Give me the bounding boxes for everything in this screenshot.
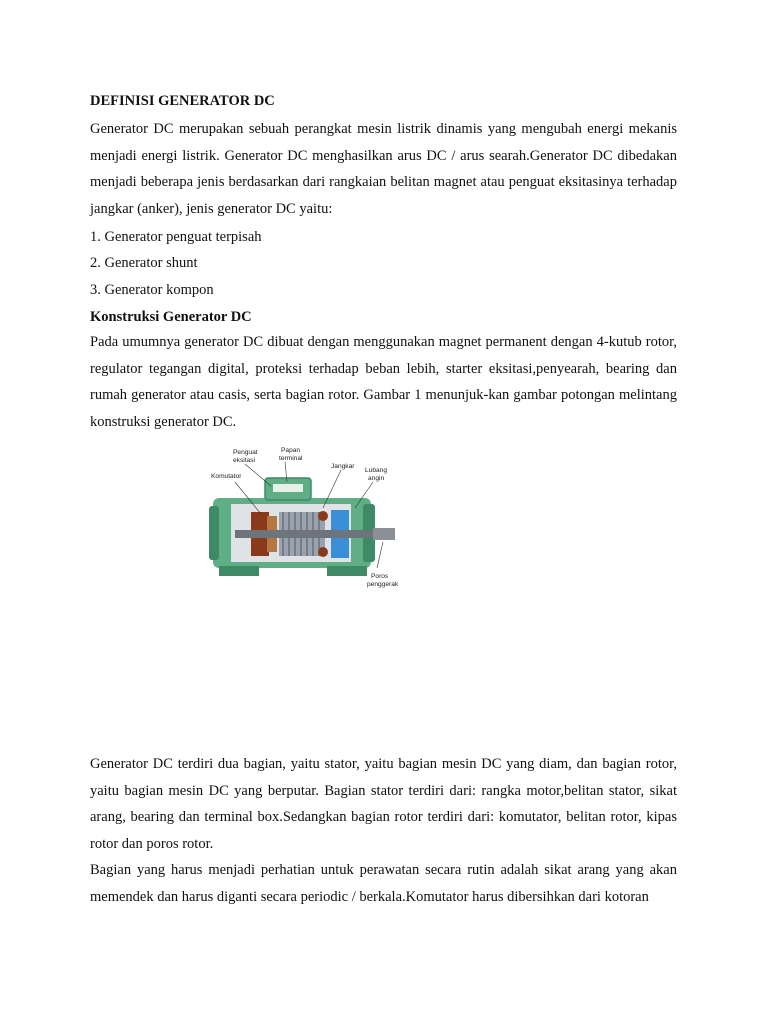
end-bracket-left — [209, 506, 219, 560]
label-penggerak: penggerak — [367, 581, 399, 588]
list-item: 1. Generator penguat terpisah — [90, 229, 262, 245]
label-terminal: terminal — [279, 455, 303, 462]
foot-left — [219, 566, 259, 576]
label-lubang: Lubang — [365, 467, 388, 474]
terminal-board — [273, 484, 303, 492]
paragraph-parts: Generator DC terdiri dua bagian, yaitu stator, yaitu bagian mesin DC yang diam, dan bagian rotor, yaitu bagian mesin DC yang berputar. Bagian stator terdiri dari: rangka motor,belitan stator, sikat arang, bearing dan terminal box.Sedangkan bagian rotor terdiri dari: komutator, belitan rotor, kipas rotor dan poros rotor. — [90, 756, 677, 853]
shaft-end — [373, 528, 395, 540]
label-angin: angin — [368, 475, 385, 482]
label-eksitasi: eksitasi — [233, 457, 255, 464]
heading-definition: DEFINISI GENERATOR DC — [90, 93, 275, 109]
list-item: 3. Generator kompon — [90, 282, 214, 298]
label-komutator: Komutator — [211, 473, 242, 480]
label-poros: Poros — [371, 573, 389, 580]
heading-construction: Konstruksi Generator DC — [90, 309, 252, 325]
paragraph-construction: Pada umumnya generator DC dibuat dengan menggunakan magnet permanent dengan 4-kutub rotor, regulator tegangan digital, proteksi terhadap beban lebih, starter eksitasi,penyearah, bearing dan rumah generator atau casis, serta bagian rotor. Gambar 1 menunjuk-kan gambar potongan melintang konstruksi generator DC. — [90, 334, 677, 431]
shaft — [235, 530, 391, 538]
field-winding-bottom — [318, 547, 328, 557]
paragraph-definition: Generator DC merupakan sebuah perangkat mesin listrik dinamis yang mengubah energi mekanis menjadi energi listrik. Generator DC menghasilkan arus DC / arus searah.Generator DC dibedakan menjadi beberapa jenis berdasarkan dari rangkaian belitan magnet atau penguat eksitasinya terhadap jangkar (anker), jenis generator DC yaitu: — [90, 121, 677, 218]
list-item: 2. Generator shunt — [90, 255, 198, 271]
foot-right — [327, 566, 367, 576]
label-jangkar: Jangkar — [331, 463, 355, 470]
generator-cross-section-figure — [205, 442, 405, 602]
field-winding-top — [318, 511, 328, 521]
paragraph-maintenance: Bagian yang harus menjadi perhatian untuk perawatan secara rutin adalah sikat arang yang akan memendek dan harus diganti secara periodic / berkala.Komutator harus dibersihkan dari kotoran — [90, 862, 677, 905]
label-papan: Papan — [281, 447, 301, 454]
label-penguat: Penguat — [233, 449, 258, 456]
